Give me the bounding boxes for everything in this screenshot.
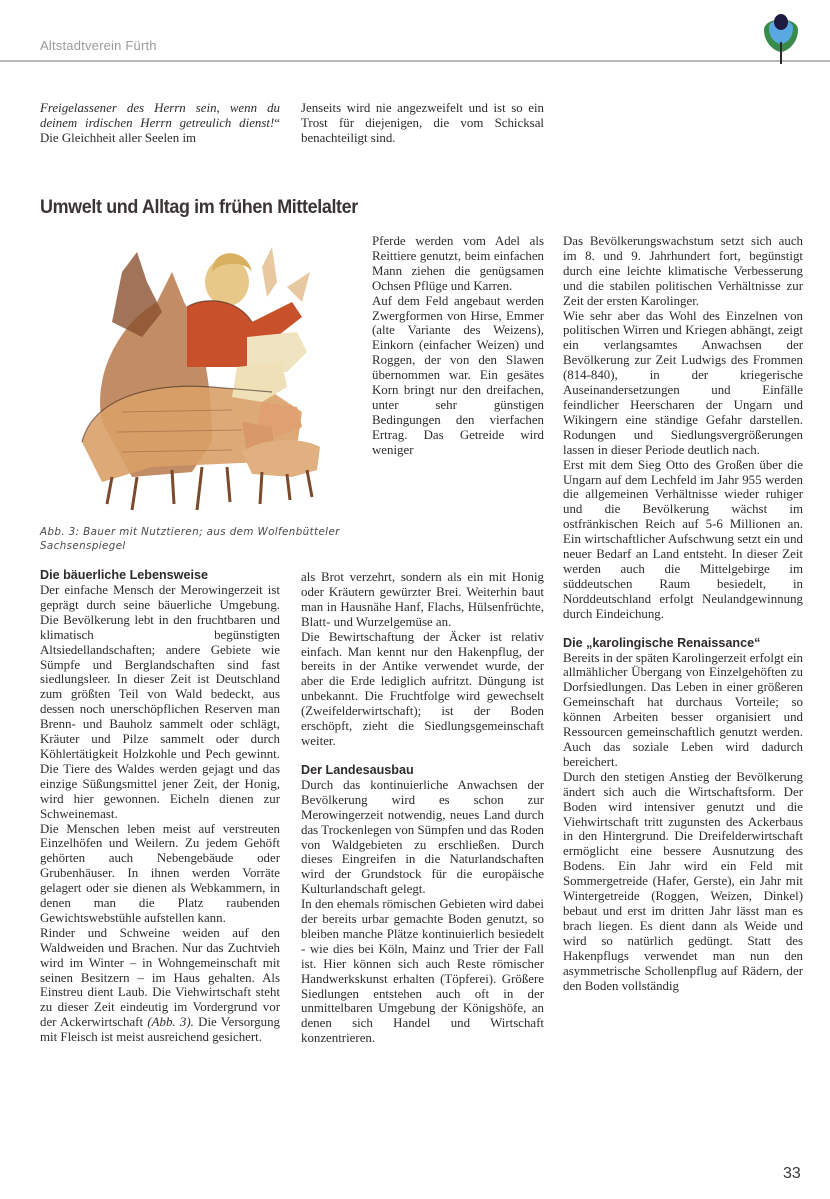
continued-text-middle: Jenseits wird nie angezweifelt und ist so ein Trost für diejenigen, die vom Schicksal benachteiligt sind. <box>301 101 544 145</box>
paragraph-text: Rinder und Schweine weiden auf den Waldweiden und Brachen. Nur das Zuchtvieh wird im Winter – in Wohngemeinschaft mit seinen Besitzern – im Haus gehalten. Als Einstreu dient Laub. Die Viehwirtschaft steht zu dieser Zeit eindeutig im Vordergrund vor der Ackerwirtschaft <box>40 925 280 1030</box>
paragraph: Bereits in der späten Karolingerzeit erfolgt ein allmählicher Übergang von Einzelgehöften zu Dorfsiedlungen. Das Leben in einer größeren Gemeinschaft hat durchaus Vorteile; so können Arbeiten besser organisiert und Ressourcen gemeinschaftlich genutzt werden. Auch das soziale Leben wird dadurch bereichert. <box>563 650 803 769</box>
article-title: Umwelt und Alltag im frühen Mittelalter <box>40 196 358 218</box>
tree-logo-icon <box>758 8 804 64</box>
manuscript-illustration <box>62 242 324 520</box>
paragraph: Durch das kontinuierliche Anwachsen der Bevölkerung wird es schon zur Merowingerzeit notwendig, neues Land durch das Trockenlegen von Sümpfen und das Roden von Waldgebieten zu erschließen. Durch dieses Eingreifen in die Naturlandschaften wird der Grundstock für die europäische Kulturlandschaft gelegt. <box>301 777 544 897</box>
paragraph: In den ehemals römischen Gebieten wird dabei der bereits urbar gemachte Boden genutzt, so bleiben manche Plätze kontinuierlich besiedelt - wie dies bei Köln, Mainz und Trier der Fall ist. Hier können sich auch Reste römischer Handwerkskunst erhalten (Töpferei). Größere Siedlungen entstehen auch oft in der unmittelbaren Umgebung der Königshöfe, an denen sich Handel und Wirtschaft konzentrieren. <box>301 897 544 1046</box>
paragraph: Die Bewirtschaftung der Äcker ist relativ einfach. Man kennt nur den Hakenpflug, der bereits in der Antike verwendet wurde, der aber die Erde lediglich aufritzt. Düngung ist unbekannt. Die Fruchtfolge wird gewechselt (Zweifelderwirtschaft); ist der Boden erschöpft, zieht die Siedlungsgemeinschaft weiter. <box>301 629 544 748</box>
column-middle-top <box>372 234 544 458</box>
section-heading-karolingische-renaissance: Die „karolingische Renaissance“ <box>563 635 761 650</box>
quote-italic: Freigelassener des Herrn sein, wenn du deinem irdischen Herrn getreulich dienst! <box>40 101 280 130</box>
paragraph: Auf dem Feld angebaut werden Zwergformen von Hirse, Emmer (alte Variante des Weizens), Einkorn (einfacher Weizen) und Roggen, der von den Slawen übernommen war. Ein gesätes Korn bringt nur den dreifachen, unter sehr günstigen Bedingungen den vierfachen Ertrag. Das Getreide wird weniger <box>372 293 544 457</box>
section-heading-baeuerliche-lebensweise: Die bäuerliche Lebensweise <box>40 568 208 582</box>
paragraph <box>40 926 280 1045</box>
paragraph: als Brot verzehrt, sondern als ein mit Honig oder Kräutern gewürzter Brei. Weiterhin baut man in Hausnähe Hanf, Flachs, Hülsenfrüchte, Blatt- und Wurzelgemüse an. <box>301 570 544 629</box>
section-heading-landesausbau: Der Landesausbau <box>301 762 414 777</box>
figure-caption: Abb. 3: Bauer mit Nutztieren; aus dem Wolfenbütteler Sachsenspiegel <box>40 526 340 552</box>
continued-text-left <box>40 101 280 146</box>
page-number: 33 <box>783 1165 801 1182</box>
header-divider <box>0 60 830 62</box>
paragraph: Pferde werden vom Adel als Reittiere genutzt, beim einfachen Mann ziehen die genügsamen Ochsen Pflüge und Karren. <box>372 234 544 293</box>
quote-continuation: “ Die Gleichheit aller Seelen im <box>40 115 280 145</box>
header-title: Altstadtverein Fürth <box>40 38 157 53</box>
column-left <box>40 568 280 1045</box>
column-right <box>563 234 803 993</box>
paragraph: Erst mit dem Sieg Otto des Großen über die Ungarn auf dem Lechfeld im Jahr 955 werden die allgemeinen Verhältnisse wieder ruhiger und die Bevölkerung wächst im ostfränkischen Reich auf 5-6 Millionen an. Ein wirtschaftlicher Aufschwung setzt ein und neuer Bedarf an Land entsteht. In dieser Zeit werden auch die Mittelgebirge im süddeutschen Raum besiedelt, in Norddeutschland erfolgt Neulandgewinnung durch Eindeichung. <box>563 457 803 621</box>
figure-reference-link[interactable]: (Abb. 3). <box>147 1015 194 1030</box>
paragraph: Durch den stetigen Anstieg der Bevölkerung ändert sich auch die Wirtschaftsform. Der Boden wird intensiver genutzt und die Viehwirtschaft tritt zugunsten des Ackerbaus in den Hintergrund. Die Dreifelderwirtschaft ermöglicht eine bessere Ausnutzung des Bodens. Ein Jahr wird ein Feld mit Sommergetreide (Hafer, Gerste), ein Jahr mit Wintergetreide (Roggen, Weizen, Dinkel) bebaut und erst im dritten Jahr lässt man es brach liegen. Es dient dann als Weide und wird so natürlich gedüngt. Statt des Hakenpflugs verwendet man nun den asymmetrische Schollenpflug auf Rädern, der den Boden vollständig <box>563 769 803 993</box>
column-middle <box>301 570 544 1046</box>
paragraph-text: Die Versorgung mit Fleisch ist meist ausreichend gesichert. <box>40 1015 280 1045</box>
paragraph: Die Menschen leben meist auf verstreuten Einzelhöfen und Weilern. Zu jedem Gehöft gehörten auch Nebengebäude oder Grubenhäuser. In ihnen werden Vorräte gelagert oder sie dienen als Webkammern, in denen man die Platz raubenden Gewichtswebstühle aufstellen kann. <box>40 821 280 925</box>
paragraph: Das Bevölkerungswachstum setzt sich auch im 8. und 9. Jahrhundert fort, begünstigt durch eine leichte klimatische Verbesserung und die stabilen politischen Verhältnisse zur Zeit der ersten Karolinger. <box>563 234 803 308</box>
paragraph: Der einfache Mensch der Merowingerzeit ist geprägt durch seine bäuerliche Umgebung. Die Bevölkerung lebt in den fruchtbaren und klimatisch begünstigten Altsiedellandschaften; andere Gebiete wie Sümpfe und Berglandschaften sind fast siedlungsleer. In dieser Zeit ist Deutschland zum größten Teil von Wald bedeckt, aus dessen noch unerschöpflichen Reserven man Brenn- und Bauholz sammelt oder schlägt, Kräuter und Pilze sammelt oder durch Köhlertätigkeit Holzkohle und Pech gewinnt. Die Tiere des Waldes werden gejagt und das einzige Süßungsmittel jener Zeit, der Honig, wird hier gewonnen. Eicheln dienen zur Schweinemast. <box>40 583 280 821</box>
paragraph: Wie sehr aber das Wohl des Einzelnen von politischen Wirren und Kriegen abhängt, zeigt ein verlangsamtes Anwachsen der Bevölkerung zur Zeit Ludwigs des Frommen (814-840), in der kriegerische Auseinandersetzungen und Einfälle feindlicher Heerscharen der Ungarn und Wikingern eine ständige Gefahr darstellen. Rodungen und Siedlungsvergrößerungen lassen in dieser Periode deutlich nach. <box>563 308 803 457</box>
